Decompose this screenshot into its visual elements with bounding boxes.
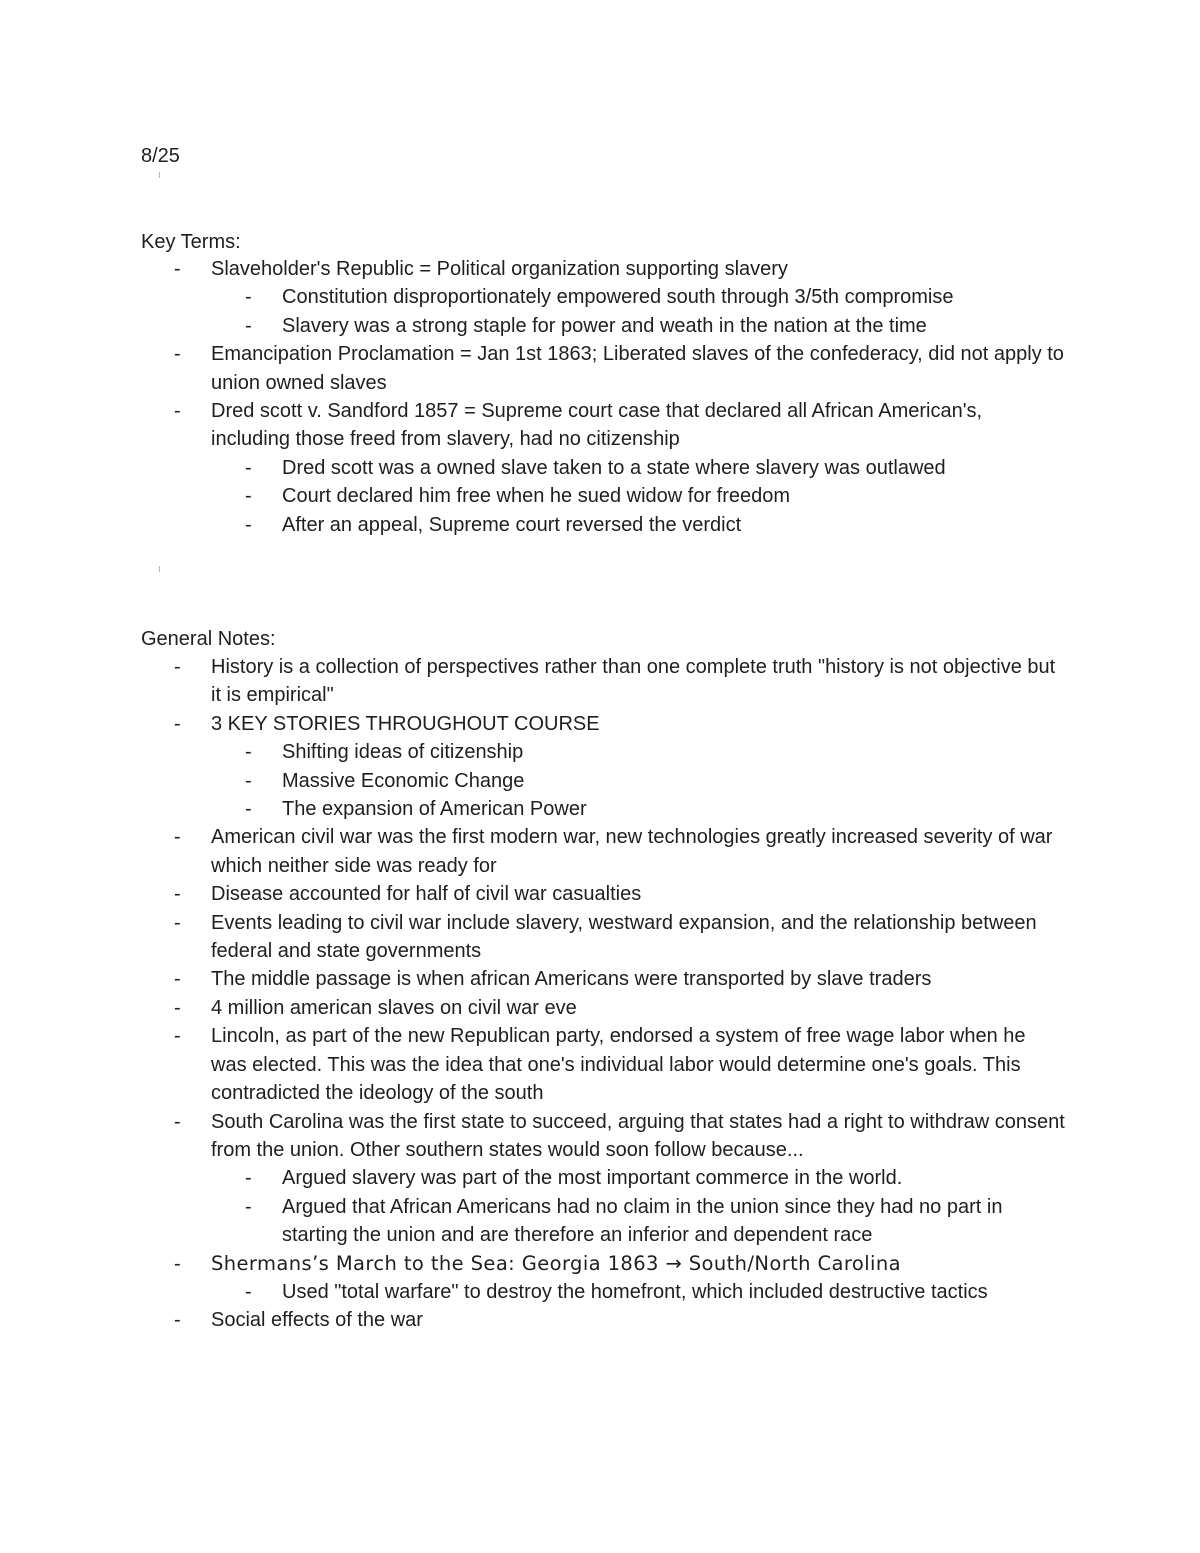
bullet-dash: - xyxy=(174,656,181,678)
bullet-dash: - xyxy=(245,798,252,821)
list-item xyxy=(0,397,1066,454)
cursor-mark xyxy=(159,172,160,178)
list-item xyxy=(0,1022,1066,1107)
bullet-dash: - xyxy=(245,314,252,337)
list-item xyxy=(0,1278,1062,1306)
list-item-text: Argued that African Americans had no claim in the union since they had no part in starting the union and are therefore an inferior and dependent race xyxy=(282,1195,1003,1247)
list-item-text: Events leading to civil war include slavery, westward expansion, and the relationship between federal and state governments xyxy=(211,911,1037,963)
note-date: 8/25 xyxy=(141,145,180,167)
bullet-dash: - xyxy=(245,1195,252,1218)
bullet-dash: - xyxy=(174,400,181,423)
list-item-text: Social effects of the war xyxy=(211,1309,423,1332)
list-item xyxy=(0,1250,1066,1278)
bullet-dash: - xyxy=(174,968,181,991)
bullet-dash: - xyxy=(174,911,181,934)
list-item xyxy=(0,1193,1062,1250)
list-item xyxy=(0,965,1066,993)
list-item-text: Constitution disproportionately empowered south through 3/5th compromise xyxy=(282,286,954,309)
list-item-text: After an appeal, Supreme court reversed the verdict xyxy=(282,513,742,536)
key-terms-heading: Key Terms: xyxy=(141,231,241,253)
list-item xyxy=(0,909,1066,966)
bullet-dash: - xyxy=(174,996,181,1019)
list-item xyxy=(0,653,1066,710)
bullet-dash: - xyxy=(245,1280,252,1303)
bullet-dash: - xyxy=(174,343,181,366)
bullet-dash: - xyxy=(174,826,181,849)
list-item-text: The middle passage is when african Americans were transported by slave traders xyxy=(211,968,932,991)
list-item-text: 4 million american slaves on civil war eve xyxy=(211,996,577,1019)
bullet-dash: - xyxy=(245,1167,252,1190)
list-item-text: Shermans’s March to the Sea: Georgia 1863 → South/North Carolina xyxy=(211,1251,901,1275)
list-item xyxy=(0,710,1066,738)
list-item-text: Slavery was a strong staple for power and weath in the nation at the time xyxy=(282,314,927,337)
list-item-text: Massive Economic Change xyxy=(282,769,525,792)
list-item xyxy=(0,255,1066,283)
bullet-dash: - xyxy=(174,1309,181,1332)
list-item xyxy=(0,1306,1066,1334)
list-item-text: 3 KEY STORIES THROUGHOUT COURSE xyxy=(211,712,600,735)
bullet-dash: - xyxy=(245,741,252,764)
list-item-text: Disease accounted for half of civil war casualties xyxy=(211,883,642,906)
list-item xyxy=(0,340,1066,397)
list-item-text: South Carolina was the first state to succeed, arguing that states had a right to withdraw consent from the union. Other southern states would soon follow because... xyxy=(211,1110,1065,1161)
list-item-text: Dred scott was a owned slave taken to a state where slavery was outlawed xyxy=(282,456,946,479)
list-item xyxy=(0,994,1066,1022)
list-item xyxy=(0,738,1062,766)
list-item-text: History is a collection of perspectives rather than one complete truth "history is not objective but it is empirical" xyxy=(211,656,1056,707)
general-notes-heading: General Notes: xyxy=(141,628,276,650)
list-item xyxy=(0,312,1062,340)
list-item xyxy=(0,880,1066,908)
bullet-dash: - xyxy=(174,258,181,280)
bullet-dash: - xyxy=(174,1025,181,1048)
list-item xyxy=(0,454,1062,482)
bullet-dash: - xyxy=(174,712,181,735)
bullet-dash: - xyxy=(245,769,252,792)
list-item xyxy=(0,511,1062,539)
bullet-dash: - xyxy=(245,513,252,536)
bullet-dash: - xyxy=(174,1110,181,1133)
list-item-text: Dred scott v. Sandford 1857 = Supreme court case that declared all African American's, including those freed from slavery, had no citizenship xyxy=(211,400,983,451)
list-item xyxy=(0,1108,1066,1165)
key-terms-list xyxy=(0,255,1200,539)
bullet-dash: - xyxy=(245,485,252,508)
list-item xyxy=(0,283,1062,311)
list-item-text: Emancipation Proclamation = Jan 1st 1863; Liberated slaves of the confederacy, did not apply to union owned slaves xyxy=(211,343,1064,394)
general-notes-list xyxy=(0,653,1200,1335)
list-item-text: American civil war was the first modern war, new technologies greatly increased severity of war which neither side was ready for xyxy=(211,826,1053,877)
list-item-text: Shifting ideas of citizenship xyxy=(282,741,524,764)
list-item-text: Slaveholder's Republic = Political organization supporting slavery xyxy=(211,258,788,280)
bullet-dash: - xyxy=(174,1252,181,1275)
bullet-dash: - xyxy=(174,883,181,906)
cursor-mark xyxy=(159,566,160,572)
list-item-text: Lincoln, as part of the new Republican party, endorsed a system of free wage labor when he was elected. This was the idea that one's individual labor would determine one's goals. This contradicted the ideology of the south xyxy=(211,1025,1026,1105)
list-item xyxy=(0,1164,1062,1192)
bullet-dash: - xyxy=(245,456,252,479)
list-item xyxy=(0,767,1062,795)
list-item-text: Court declared him free when he sued widow for freedom xyxy=(282,485,791,508)
list-item-text: The expansion of American Power xyxy=(282,798,587,821)
list-item xyxy=(0,482,1062,510)
list-item-text: Used "total warfare" to destroy the homefront, which included destructive tactics xyxy=(282,1280,988,1303)
bullet-dash: - xyxy=(245,286,252,309)
list-item-text: Argued slavery was part of the most important commerce in the world. xyxy=(282,1167,903,1190)
list-item xyxy=(0,795,1062,823)
list-item xyxy=(0,823,1066,880)
